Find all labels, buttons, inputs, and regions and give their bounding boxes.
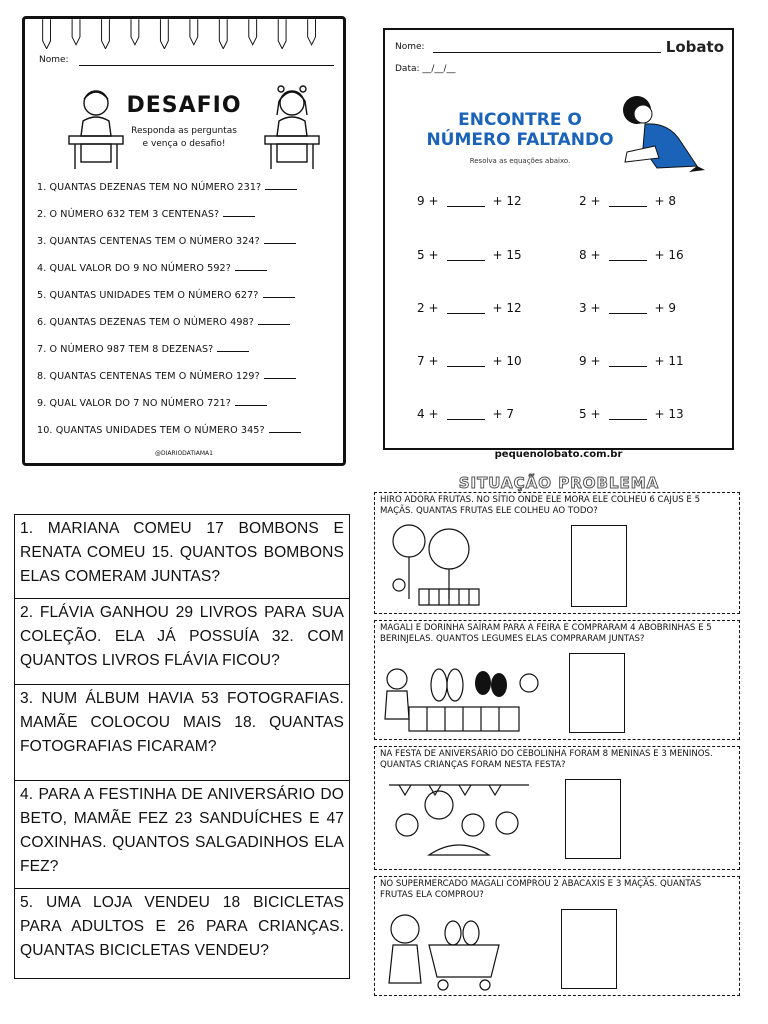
problem-text: HIRO ADORA FRUTAS. NO SÍTIO ONDE ELE MORA ELE COLHEU 6 CAJUS E 5 MAÇÃS. QUANTAS FRUTAS ELE COLHEU AO TODO? <box>380 495 701 516</box>
answer-blank[interactable] <box>447 419 485 420</box>
equation-left: 9 + <box>417 194 439 208</box>
question-item <box>37 371 296 382</box>
credit-text: @DIARIODATIAMA1 <box>155 450 213 457</box>
answer-blank[interactable] <box>609 313 647 314</box>
answer-box[interactable] <box>561 909 617 989</box>
equation-left: 5 + <box>417 248 439 262</box>
problem-card <box>374 746 740 870</box>
answer-box[interactable] <box>571 525 627 607</box>
equation <box>417 407 514 421</box>
equation-left: 8 + <box>579 248 601 262</box>
equation-left: 7 + <box>417 354 439 368</box>
answer-blank[interactable] <box>269 432 301 433</box>
equation-right: + 9 <box>654 301 677 315</box>
answer-blank[interactable] <box>223 216 255 217</box>
problem-card <box>374 492 740 614</box>
problem-cell: 3. NUM ÁLBUM HAVIA 53 FOTOGRAFIAS. MAMÃE COLOCOU MAIS 18. QUANTAS FOTOGRAFIAS FICARAM? <box>15 685 349 781</box>
question-text: 5. QUANTAS UNIDADES TEM O NÚMERO 627? <box>37 290 259 301</box>
encontre-worksheet <box>383 28 734 450</box>
instruction-text: Resolva as equações abaixo. <box>469 157 571 165</box>
equation <box>417 354 522 368</box>
question-item <box>37 182 297 193</box>
equation-right: + 8 <box>654 194 677 208</box>
equation <box>579 354 684 368</box>
worksheet-title <box>415 110 625 150</box>
problem-card <box>374 876 740 996</box>
answer-blank[interactable] <box>264 243 296 244</box>
title-line-1: ENCONTRE O <box>458 110 582 130</box>
answer-blank[interactable] <box>258 324 290 325</box>
question-text: 10. QUANTAS UNIDADES TEM O NÚMERO 345? <box>37 425 265 436</box>
answer-blank[interactable] <box>447 260 485 261</box>
date-field[interactable]: __/__/__ <box>422 64 456 74</box>
answer-blank[interactable] <box>264 378 296 379</box>
worksheet-subtitle <box>25 125 343 151</box>
question-text: 8. QUANTAS CENTENAS TEM O NÚMERO 129? <box>37 371 260 382</box>
equation-left: 3 + <box>579 301 601 315</box>
answer-blank[interactable] <box>447 366 485 367</box>
equation <box>417 301 522 315</box>
equation-right: + 12 <box>492 301 522 315</box>
question-text: 3. QUANTAS CENTENAS TEM O NÚMERO 324? <box>37 236 260 247</box>
equation <box>417 194 522 208</box>
supermarket-cart-illustration <box>379 905 529 993</box>
lobato-logo <box>666 38 724 56</box>
boy-picking-fruit-illustration <box>379 519 489 611</box>
question-item <box>37 344 249 355</box>
logo-text: Lobato <box>665 38 724 56</box>
question-item <box>37 425 301 436</box>
question-item <box>37 290 295 301</box>
answer-box[interactable] <box>569 653 625 733</box>
problem-cell: 5. UMA LOJA VENDEU 18 BICICLETAS PARA ADULTOS E 26 PARA CRIANÇAS. QUANTAS BICICLETAS VENDEU? <box>20 894 344 959</box>
equation <box>417 248 522 262</box>
equation-left: 5 + <box>579 407 601 421</box>
equation-right: + 13 <box>654 407 684 421</box>
equation-left: 2 + <box>579 194 601 208</box>
equation-right: + 15 <box>492 248 522 262</box>
question-item <box>37 263 267 274</box>
equation-right: + 11 <box>654 354 684 368</box>
date-label <box>395 64 455 74</box>
question-text: 2. O NÚMERO 632 TEM 3 CENTENAS? <box>37 209 220 220</box>
name-label: Nome: <box>39 55 69 65</box>
question-item <box>37 317 290 328</box>
problem-cell: 4. PARA A FESTINHA DE ANIVERSÁRIO DO BETO, MAMÃE FEZ 23 SANDUÍCHES E 47 COXINHAS. QUANTOS SALGADINHOS ELA FEZ? <box>15 781 349 889</box>
situacao-problema-worksheet <box>374 474 744 998</box>
birthday-party-illustration <box>379 775 539 867</box>
answer-blank[interactable] <box>235 270 267 271</box>
market-stall-illustration <box>379 659 539 737</box>
answer-blank[interactable] <box>447 313 485 314</box>
problem-text: NO SUPERMERCADO MAGALI COMPROU 2 ABACAXIS E 3 MAÇÃS. QUANTAS FRUTAS ELA COMPROU? <box>380 879 702 900</box>
pencil-border-decoration <box>25 19 343 49</box>
date-label-text: Data: <box>395 64 420 74</box>
problem-card <box>374 620 740 740</box>
question-text: 4. QUAL VALOR DO 9 NO NÚMERO 592? <box>37 263 231 274</box>
question-item <box>37 398 267 409</box>
equation-left: 9 + <box>579 354 601 368</box>
word-problems-table <box>14 514 350 979</box>
problem-text: MAGALI E DORINHA SAÍRAM PARA A FEIRA E COMPRARAM 4 ABOBRINHAS E 5 BERINJELAS. QUANTOS LEGUMES ELAS COMPRARAM JUNTAS? <box>380 623 712 644</box>
question-text: 7. O NÚMERO 987 TEM 8 DEZENAS? <box>37 344 214 355</box>
name-label: Nome: <box>395 42 425 52</box>
equation-left: 4 + <box>417 407 439 421</box>
worksheet-title: DESAFIO <box>126 93 242 118</box>
problem-cell: 1. MARIANA COMEU 17 BOMBONS E RENATA COMEU 15. QUANTOS BOMBONS ELAS COMERAM JUNTAS? <box>15 515 349 599</box>
equation-right: + 12 <box>492 194 522 208</box>
question-text: 1. QUANTAS DEZENAS TEM NO NÚMERO 231? <box>37 182 262 193</box>
answer-blank[interactable] <box>263 297 295 298</box>
equation <box>579 407 684 421</box>
answer-blank[interactable] <box>609 366 647 367</box>
question-item <box>37 236 296 247</box>
answer-blank[interactable] <box>447 206 485 207</box>
problem-text: NA FESTA DE ANIVERSÁRIO DO CEBOLINHA FORAM 8 MENINAS E 3 MENINOS. QUANTAS CRIANÇAS FORAM NESTA FESTA? <box>380 749 713 770</box>
question-text: 9. QUAL VALOR DO 7 NO NÚMERO 721? <box>37 398 231 409</box>
worksheet-title: SITUAÇÃO PROBLEMA <box>458 474 660 492</box>
problem-cell: 2. FLÁVIA GANHOU 29 LIVROS PARA SUA COLEÇÃO. ELA JÁ POSSUÍA 32. COM QUANTOS LIVROS FLÁVIA FICOU? <box>15 599 349 685</box>
name-line[interactable] <box>79 65 334 66</box>
answer-blank[interactable] <box>609 419 647 420</box>
equation <box>579 248 684 262</box>
equation-right: + 7 <box>492 407 515 421</box>
answer-blank[interactable] <box>609 206 647 207</box>
question-item <box>37 209 255 220</box>
answer-box[interactable] <box>565 779 621 859</box>
subtitle-line-1: Responda as perguntas <box>131 126 237 136</box>
equation <box>579 301 676 315</box>
answer-blank[interactable] <box>265 189 297 190</box>
answer-blank[interactable] <box>235 405 267 406</box>
equation-right: + 10 <box>492 354 522 368</box>
desafio-worksheet <box>22 16 346 466</box>
name-line[interactable] <box>433 52 661 53</box>
subtitle-line-2: e vença o desafio! <box>142 139 226 149</box>
answer-blank[interactable] <box>217 351 249 352</box>
title-line-2: NÚMERO FALTANDO <box>426 130 614 150</box>
website-footer: pequenolobato.com.br <box>494 449 623 460</box>
equation-left: 2 + <box>417 301 439 315</box>
equation-right: + 16 <box>654 248 684 262</box>
equation <box>579 194 676 208</box>
question-text: 6. QUANTAS DEZENAS TEM O NÚMERO 498? <box>37 317 254 328</box>
answer-blank[interactable] <box>609 260 647 261</box>
